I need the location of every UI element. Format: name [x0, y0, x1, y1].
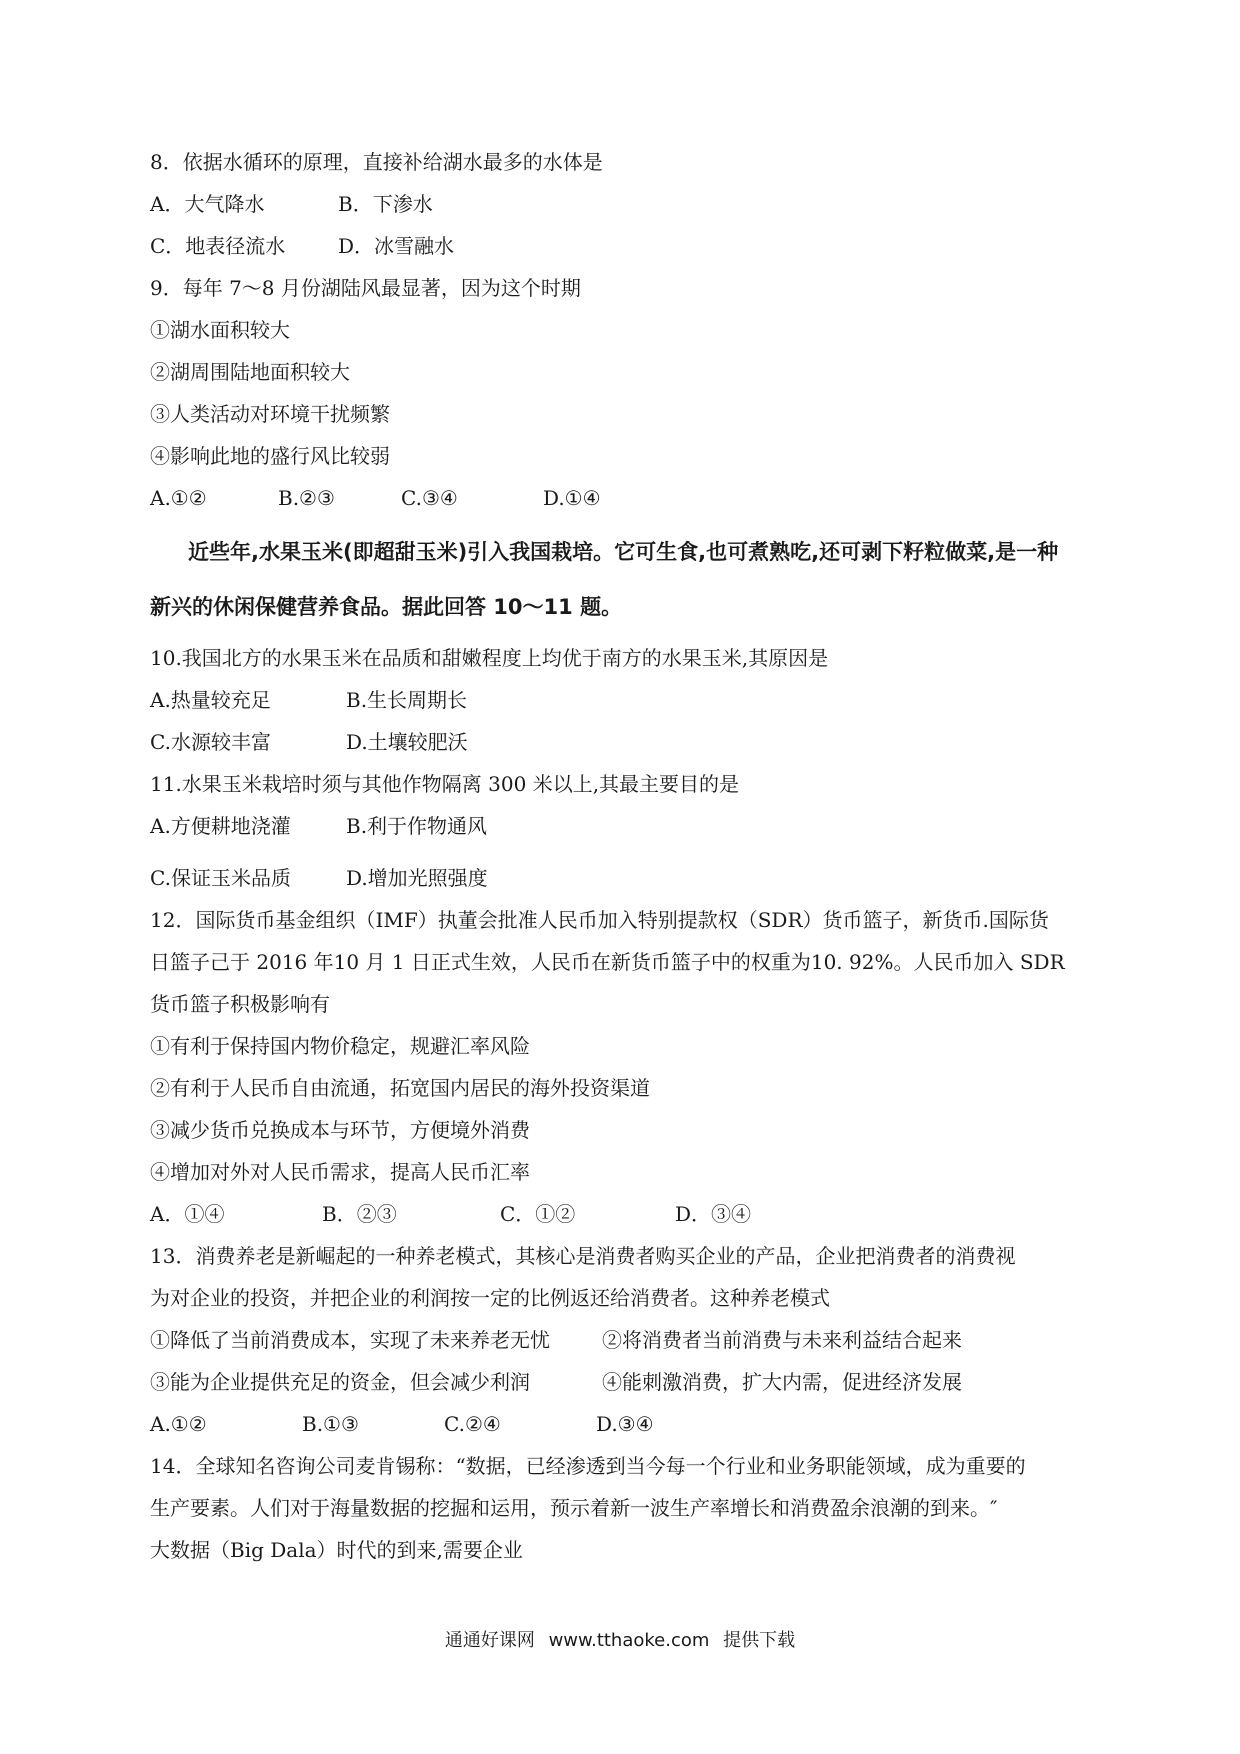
- q13-option-d: D.③④: [596, 1412, 654, 1436]
- q12-options: [150, 1200, 751, 1228]
- q12-statement-3: ③减少货币兑换成本与环节，方便境外消费: [150, 1118, 530, 1142]
- passage-line-1: 近些年,水果玉米(即超甜玉米)引入我国栽培。它可生食,也可煮熟吃,还可剥下籽粒做菜,是一种: [188, 540, 1059, 564]
- q13-option-c: C.②④: [444, 1412, 501, 1436]
- q9-option-c: C.③④: [401, 486, 458, 510]
- q9-statement-2: ②湖周围陆地面积较大: [150, 360, 350, 384]
- q9-option-a: A.①②: [150, 486, 207, 510]
- q14-stem-line-3: 大数据（Big Dala）时代的到来,需要企业: [150, 1538, 523, 1562]
- footer-suffix: 提供下载: [723, 1630, 796, 1651]
- q13-option-a: A.①②: [150, 1412, 207, 1436]
- q12-option-c: C．①②: [500, 1202, 576, 1226]
- q8-option-a: A．大气降水: [150, 192, 265, 216]
- q12-option-b: B．②③: [322, 1202, 397, 1226]
- q11-option-d: D.增加光照强度: [346, 866, 488, 890]
- footer-url: www.tthaoke.com: [548, 1630, 710, 1651]
- passage-line-2: 新兴的休闲保健营养食品。据此回答 10～11 题。: [150, 595, 623, 619]
- q13-statements-row1: [150, 1326, 962, 1354]
- q12-stem-line-3: 货币篮子积极影响有: [150, 992, 330, 1016]
- q9-options: [150, 484, 601, 512]
- q11-option-c: C.保证玉米品质: [150, 866, 291, 890]
- q12-option-a: A．①④: [150, 1202, 225, 1226]
- q10-option-c: C.水源较丰富: [150, 730, 271, 754]
- q13-option-b: B.①③: [302, 1412, 359, 1436]
- q8-option-c: C．地表径流水: [150, 234, 286, 258]
- q11-options-row2: [150, 864, 488, 892]
- q14-stem-line-2: 生产要素。人们对于海量数据的挖掘和运用，预示着新一波生产率增长和消费盈余浪潮的到来。″: [150, 1496, 998, 1520]
- q13-stem-line-1: 13．消费养老是新崛起的一种养老模式，其核心是消费者购买企业的产品，企业把消费者的消费视: [150, 1244, 1016, 1268]
- q9-stem: 9．每年 7～8 月份湖陆风最显著，因为这个时期: [150, 276, 581, 300]
- q13-options: [150, 1410, 654, 1438]
- q8-option-d: D．冰雪融水: [338, 234, 455, 258]
- q10-option-d: D.土壤较肥沃: [346, 730, 468, 754]
- q9-option-b: B.②③: [278, 486, 335, 510]
- q14-stem-line-1: 14．全球知名咨询公司麦肯锡称：“数据，已经渗透到当今每一个行业和业务职能领域，成为重要的: [150, 1454, 1026, 1478]
- q12-statement-1: ①有利于保持国内物价稳定，规避汇率风险: [150, 1034, 530, 1058]
- q13-statement-1: ①降低了当前消费成本，实现了未来养老无忧: [150, 1328, 550, 1352]
- page-footer: [0, 1628, 1240, 1654]
- q12-statement-4: ④增加对外对人民币需求，提高人民币汇率: [150, 1160, 530, 1184]
- q13-stem-line-2: 为对企业的投资，并把企业的利润按一定的比例返还给消费者。这种养老模式: [150, 1286, 830, 1310]
- q13-statement-3: ③能为企业提供充足的资金，但会减少利润: [150, 1370, 530, 1394]
- q8-options-row2: [150, 232, 454, 260]
- q13-statements-row2: [150, 1368, 962, 1396]
- q8-options-row1: [150, 190, 433, 218]
- q12-option-d: D．③④: [675, 1202, 752, 1226]
- q13-statement-4: ④能刺激消费，扩大内需，促进经济发展: [602, 1370, 962, 1394]
- q9-statement-3: ③人类活动对环境干扰频繁: [150, 402, 390, 426]
- q12-stem-line-1: 12．国际货币基金组织（IMF）执董会批准人民币加入特别提款权（SDR）货币篮子，新货币.国际货: [150, 908, 1049, 932]
- q8-option-b: B．下渗水: [338, 192, 433, 216]
- q12-stem-line-2: 日篮子己于 2016 年10 月 1 日正式生效，人民币在新货币篮子中的权重为10. 92%。人民币加入 SDR: [150, 950, 1065, 974]
- q11-option-a: A.方便耕地浇灌: [150, 814, 291, 838]
- q10-option-a: A.热量较充足: [150, 688, 271, 712]
- q12-statement-2: ②有利于人民币自由流通，拓宽国内居民的海外投资渠道: [150, 1076, 650, 1100]
- q10-stem: 10.我国北方的水果玉米在品质和甜嫩程度上均优于南方的水果玉米,其原因是: [150, 646, 829, 670]
- q9-option-d: D.①④: [543, 486, 601, 510]
- q10-options-row2: [150, 728, 468, 756]
- footer-site-name: 通通好课网: [444, 1630, 535, 1651]
- q13-statement-2: ②将消费者当前消费与未来利益结合起来: [602, 1328, 962, 1352]
- q10-option-b: B.生长周期长: [346, 688, 468, 712]
- q11-option-b: B.利于作物通风: [346, 814, 488, 838]
- q11-stem: 11.水果玉米栽培时须与其他作物隔离 300 米以上,其最主要目的是: [150, 772, 740, 796]
- q11-options-row1: [150, 812, 487, 840]
- q10-options-row1: [150, 686, 467, 714]
- q9-statement-4: ④影响此地的盛行风比较弱: [150, 444, 390, 468]
- q9-statement-1: ①湖水面积较大: [150, 318, 290, 342]
- q8-stem: 8．依据水循环的原理，直接补给湖水最多的水体是: [150, 150, 603, 174]
